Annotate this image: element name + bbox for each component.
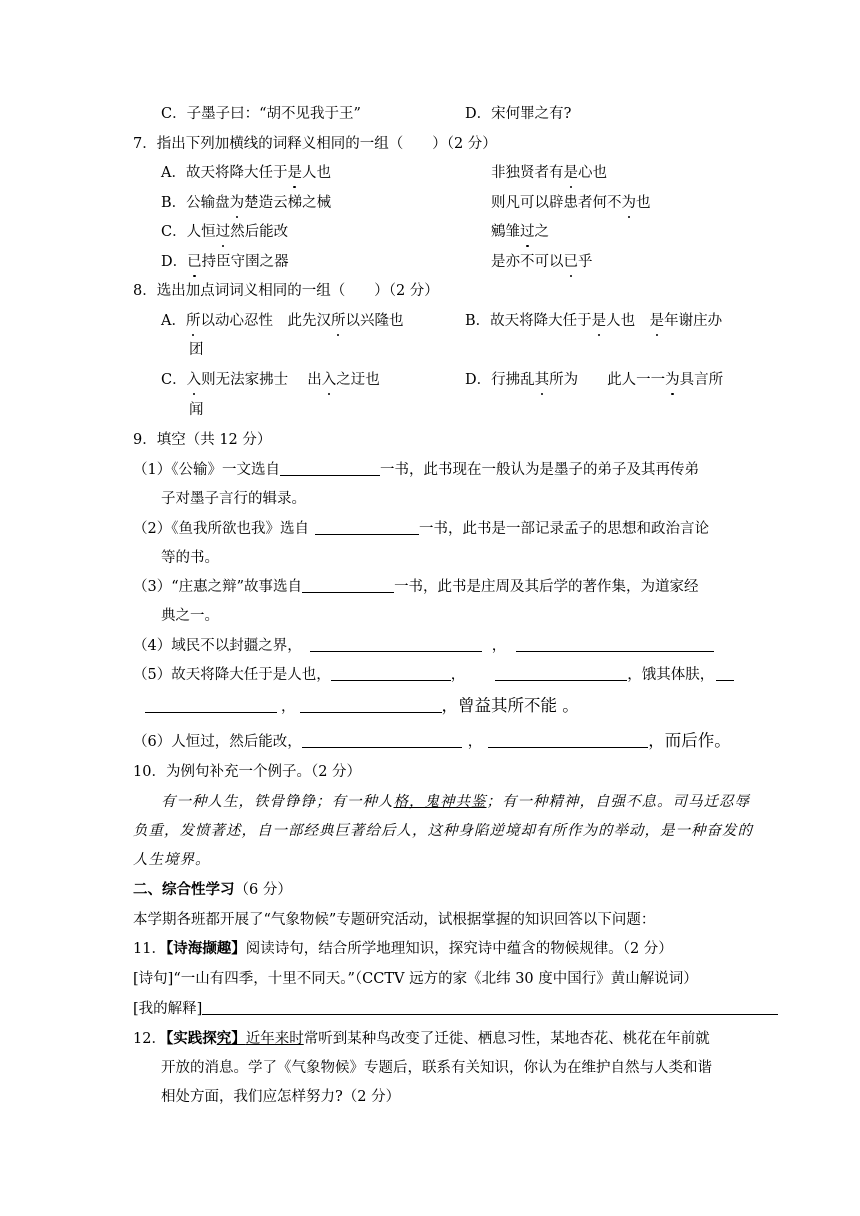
q6-option-c: C．子墨子曰：“胡不见我于王” [161,106,361,122]
q7-option-b-left: B．公输盘为楚造云梯之械 [161,195,332,211]
q9-item-1-cont: 子对墨子言行的辑录。 [161,491,306,507]
q9-item-1: （1）《公输》一文选自 一书，此书现在一般认为是墨子的弟子及其再传弟 [133,462,699,478]
q10-stem: 10．为例句补充一个例子。（2 分） [133,764,362,780]
q9-item-3: （3）“庄惠之辩”故事选自 一书，此书是庄周及其后学的著作集，为道家经 [133,579,699,595]
answer-blank[interactable] [145,697,277,713]
q8-stem: 8．选出加点词词义相同的一组（ ）（2 分） [133,283,439,299]
q11-answer: [我的解释] [133,999,778,1019]
q7-option-c-left: C．人恒过然后能改 [161,224,289,240]
q10-example-line-1: 有一种人生，铁骨铮铮；有一种人格，鬼神共鉴；有一种精神，自强不息。司马迁忍辱 [161,794,750,810]
q8-option-b-wrap: 团 [189,342,204,358]
answer-blank[interactable] [495,665,627,681]
q8-option-d: D．行拂乱其所为 此人一一为具言所 [465,372,724,388]
q9-item-2: （2）《鱼我所欲也我》选自 一书，此书是一部记录孟子的思想和政治言论 [133,521,709,537]
answer-blank[interactable] [302,732,462,748]
answer-blank[interactable] [331,665,451,681]
q9-stem: 9．填空（共 12 分） [133,432,272,448]
q7-option-a-right: 非独贤者有是心也 [491,165,607,181]
q12-stem-line-3: 相处方面，我们应怎样努力?（2 分） [161,1089,401,1105]
q10-example-line-3: 人生境界。 [133,852,211,868]
answer-line[interactable] [202,999,778,1015]
q9-item-6: （6）人恒过，然后能改， ， ，而后作。 [133,731,731,750]
q9-item-5: （5）故天将降大任于是人也， ， ，饿其体肤， [133,665,734,685]
q9-item-4: （4）域民不以封疆之界， ， [133,636,714,656]
q7-option-d-right: 是亦不可以已乎 [491,254,593,270]
q8-option-a: A．所以动心忍性 此先汉所以兴隆也 [161,313,404,329]
q7-option-d-left: D．已持臣守圉之器 [161,254,289,270]
answer-blank[interactable] [310,636,482,652]
q8-option-d-wrap: 闻 [189,402,204,418]
q10-example-line-2: 负重，发愤著述，自一部经典巨著给后人，这种身陷逆境却有所作为的举动，是一种奋发的 [133,823,753,839]
answer-blank[interactable] [716,665,734,681]
q8-option-c: C．入则无法家拂士 出入之迂也 [161,372,380,388]
q12-stem-line-2: 开放的消息。学了《气象物候》专题后，联系有关知识，你认为在维护自然与人类和谐 [161,1060,712,1076]
answer-blank[interactable] [300,697,442,713]
q9-item-2-cont: 等的书。 [161,550,219,566]
answer-blank[interactable] [516,636,714,652]
answer-blank[interactable] [488,732,648,748]
q12-stem-line-1: 12．【实践探究】近年来时常听到某种鸟改变了迁徙、栖息习性，某地杏花、桃花在年前就 [133,1030,710,1047]
q7-option-c-right: 鵷雏过之 [491,224,549,240]
q7-option-a-left: A．故天将降大任于是人也 [161,165,331,181]
section-2-heading: 二、综合性学习（6 分） [133,881,292,898]
answer-blank[interactable] [280,460,380,476]
q11-poem: [诗句]“一山有四季，十里不同天。”（CCTV 远方的家《北纬 30 度中国行》黄山解说词） [133,971,698,987]
answer-blank[interactable] [315,519,419,535]
q7-stem: 7．指出下列加横线的词释义相同的一组（ ）（2 分） [133,136,497,152]
q7-option-b-right: 则凡可以辟患者何不为也 [491,195,651,211]
section-2-intro: 本学期各班都开展了“气象物候”专题研究活动，试根据掌握的知识回答以下问题： [133,912,656,928]
q9-item-3-cont: 典之一。 [161,608,219,624]
answer-blank[interactable] [302,577,394,593]
q6-option-d: D．宋何罪之有? [465,106,572,122]
q8-option-b: B．故天将降大任于是人也 是年谢庄办 [465,313,723,329]
q11-stem: 11．【诗海撷趣】阅读诗句，结合所学地理知识，探究诗中蕴含的物候规律。（2 分） [133,940,673,957]
q9-item-5-cont: ， ，曾益其所不能 。 [145,696,579,717]
